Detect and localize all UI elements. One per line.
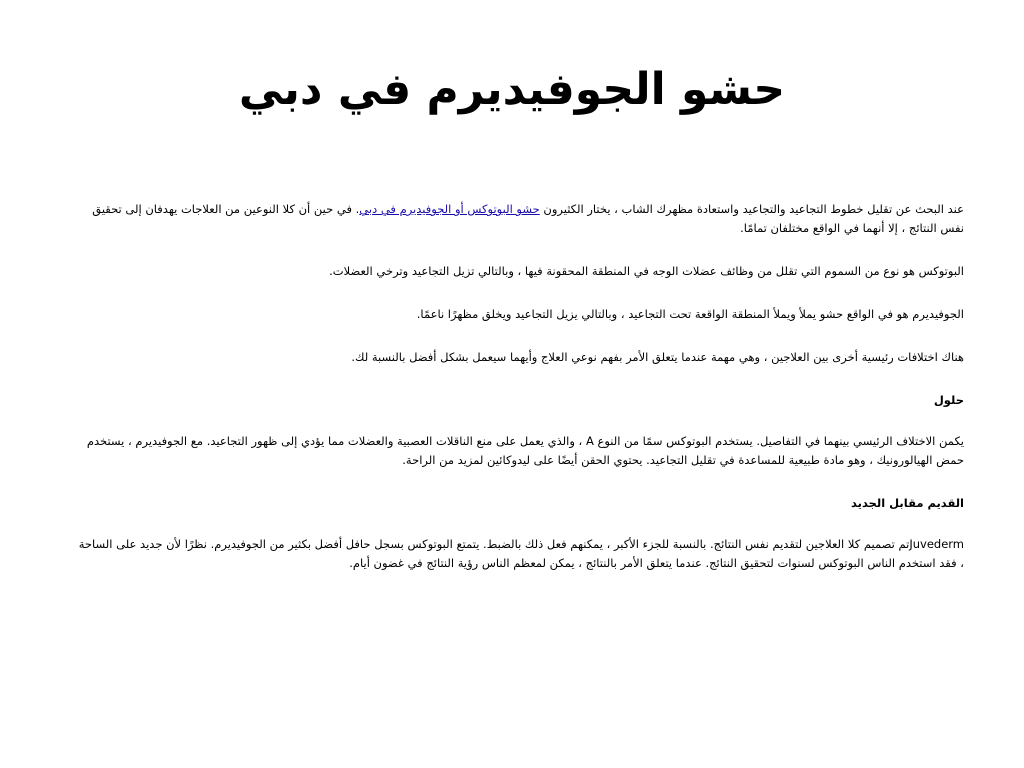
paragraph-juvederm: الجوفيديرم هو في الواقع حشو يملأ ويملأ المنطقة الواقعة تحت التجاعيد ، وبالتالي يزيل التجاعيد ويخلق مظهرًا ناعمًا.	[416, 307, 964, 321]
paragraph-intro-before: عند البحث عن تقليل خطوط التجاعيد والتجاعيد واستعادة مظهرك الشاب ، يختار الكثيرون	[539, 202, 964, 216]
paragraph-botox: البوتوكس هو نوع من السموم التي تقلل من وظائف عضلات الوجه في المنطقة المحقونة فيها ، وبالتالي تزيل التجاعيد وترخي العضلات.	[329, 264, 964, 278]
paragraph-intro	[72, 200, 964, 238]
paragraph-intro-after: . في حين أن كلا النوعين من العلاجات يهدفان إلى تحقيق نفس النتائج ، إلا أنهما في الواقع مختلفان تمامًا.	[92, 202, 964, 235]
heading-old-vs-new: القديم مقابل الجديد	[851, 496, 964, 510]
paragraph-differences: هناك اختلافات رئيسية أخرى بين العلاجين ، وهي مهمة عندما يتعلق الأمر بفهم نوعي العلاج وأيهما سيعمل بشكل أفضل بالنسبة لك.	[351, 350, 964, 364]
botox-juvederm-link[interactable]: حشو البوتوكس أو الجوفيديرم في دبي	[359, 202, 540, 216]
slide-title: حشو الجوفيديرم في دبي	[238, 64, 786, 115]
paragraph-old-vs-new: Juvedermتم تصميم كلا العلاجين لتقديم نفس النتائج. بالنسبة للجزء الأكبر ، يمكنهم فعل ذلك بالضبط. يتمتع البوتوكس بسجل حافل أفضل بكثير من الجوفيديرم. نظرًا لأن جديد على الساحة ، فقد استخدم الناس البوتوكس لسنوات لتحقيق النتائج. عندما يتعلق الأمر بالنتائج ، يمكن لمعظم الناس رؤية النتائج في غضون أيام.	[78, 537, 964, 570]
heading-solutions: حلول	[933, 393, 964, 407]
paragraph-solutions: يكمن الاختلاف الرئيسي بينهما في التفاصيل. يستخدم البوتوكس سمًا من النوع A ، والذي يعمل على منع الناقلات العصبية والعضلات مما يؤدي إلى ظهور التجاعيد. مع الجوفيديرم ، يستخدم حمض الهيالورونيك ، وهو مادة طبيعية للمساعدة في تقليل التجاعيد. يحتوي الحقن أيضًا على ليدوكائين لمزيد من الراحة.	[86, 434, 964, 467]
slide-body	[72, 200, 964, 597]
